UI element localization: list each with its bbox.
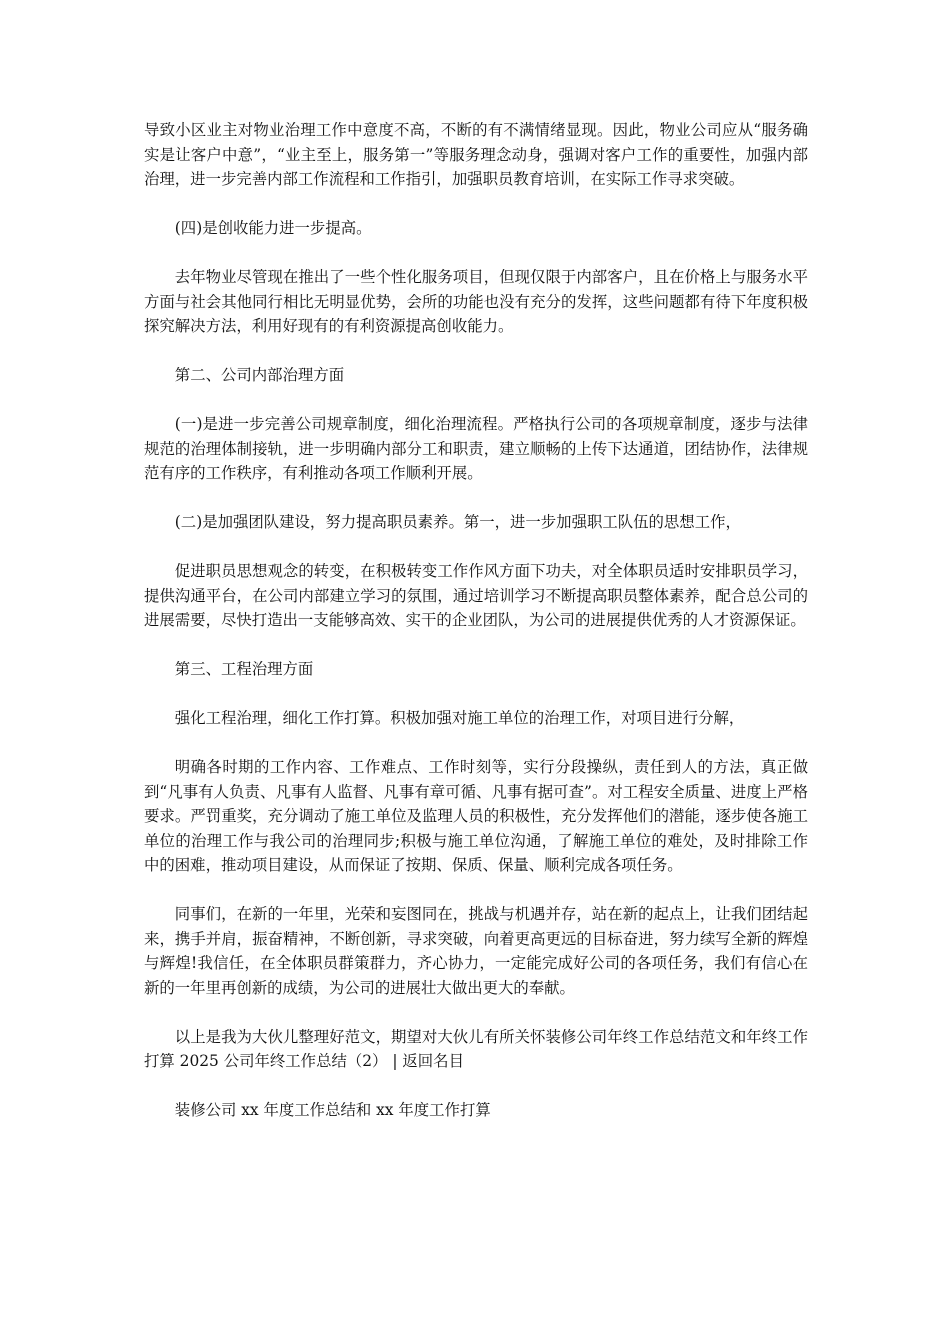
paragraph-team-building: (二)是加强团队建设，努力提高职员素养。第一，进一步加强职工队伍的思想工作， [174, 513, 741, 531]
paragraph-rules-improvement: (一)是进一步完善公司规章制度，细化治理流程。严格执行公司的各项规章制度，逐步与法律规范的治理体制接轨，进一步明确内部分工和职责，建立顺畅的上传下达通道，团结协作，法律规范有序的工作秩序，有利推动各项工作顺利开展。 [144, 415, 808, 482]
paragraph-intro-continuation: 导致小区业主对物业治理工作中意度不高，不断的有不满情绪显现。因此，物业公司应从“服务确实是让客户中意”，“业主至上，服务第一”等服务理念动身，强调对客户工作的重要性，加强内部治理，进一步完善内部工作流程和工作指引，加强职员教育培训，在实际工作寻求突破。 [144, 121, 808, 188]
paragraph-staff-development: 促进职员思想观念的转变，在积极转变工作作风方面下功夫，对全体职员适时安排职员学习，提供沟通平台，在公司内部建立学习的氛围，通过培训学习不断提高职员整体素养，配合总公司的进展需要，尽快打造出一支能够高效、实干的企业团队，为公司的进展提供优秀的人才资源保证。 [144, 562, 808, 629]
paragraph-heading-revenue: (四)是创收能力进一步提高。 [174, 219, 372, 237]
paragraph-next-title: 装修公司 xx 年度工作总结和 xx 年度工作打算 [174, 1101, 491, 1119]
paragraph-engineering-intro: 强化工程治理，细化工作打算。积极加强对施工单位的治理工作，对项目进行分解， [174, 709, 745, 727]
document-body [144, 118, 808, 1147]
paragraph-footer-note: 以上是我为大伙儿整理好范文，期望对大伙儿有所关怀装修公司年终工作总结范文和年终工作打算 2025 公司年终工作总结（2） | 返回名目 [144, 1027, 808, 1070]
paragraph-engineering-detail: 明确各时期的工作内容、工作难点、工作时刻等，实行分段操纵，责任到人的方法，真正做到“凡事有人负责、凡事有人监督、凡事有章可循、凡事有据可查”。对工程安全质量、进度上严格要求。严罚重奖，充分调动了施工单位及监理人员的积极性，充分发挥他们的潜能，逐步使各施工单位的治理工作与我公司的治理同步;积极与施工单位沟通，了解施工单位的难处，及时排除工作中的困难，推动项目建设，从而保证了按期、保质、保量、顺利完成各项任务。 [144, 758, 808, 874]
section-heading-internal-management: 第二、公司内部治理方面 [174, 366, 345, 384]
paragraph-revenue-detail: 去年物业尽管现在推出了一些个性化服务项目，但现仅限于内部客户，且在价格上与服务水平方面与社会其他同行相比无明显优势，会所的功能也没有充分的发挥，这些问题都有待下年度积极探究解决方法，利用好现有的有利资源提高创收能力。 [144, 268, 808, 335]
section-heading-engineering: 第三、工程治理方面 [174, 660, 314, 678]
paragraph-closing-remarks: 同事们，在新的一年里，光荣和妄图同在，挑战与机遇并存，站在新的起点上，让我们团结起来，携手并肩，振奋精神，不断创新，寻求突破，向着更高更远的目标奋进，努力续写全新的辉煌与辉煌!我信任，在全体职员群策群力，齐心协力，一定能完成好公司的各项任务，我们有信心在新的一年里再创新的成绩，为公司的进展壮大做出更大的奉献。 [144, 905, 808, 997]
